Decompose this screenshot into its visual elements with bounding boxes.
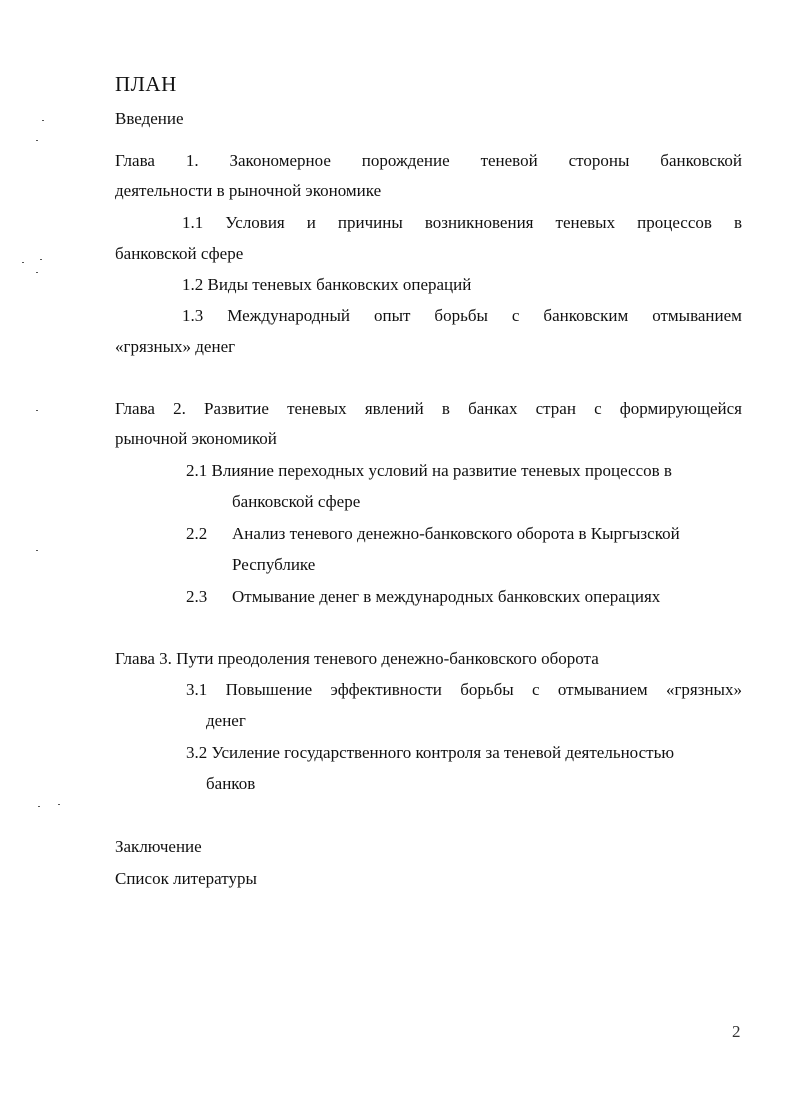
scan-speck bbox=[22, 262, 24, 263]
word: процессов bbox=[637, 213, 712, 232]
word: Закономерное bbox=[229, 151, 331, 170]
scan-speck bbox=[36, 140, 38, 141]
section-title: Отмывание денег в международных банковских операциях bbox=[232, 587, 661, 606]
word: в bbox=[733, 213, 742, 232]
toc-section-3-2-line1: 3.2 Усиление государственного контроля за теневой деятельностью bbox=[186, 743, 675, 762]
toc-section-1-3-line2: «грязных» денег bbox=[115, 337, 236, 356]
word: банковской bbox=[660, 151, 742, 170]
word: с bbox=[594, 399, 602, 418]
word: эффективности bbox=[330, 680, 442, 699]
page-title: ПЛАН bbox=[115, 72, 177, 96]
word: 1.1 bbox=[182, 213, 204, 232]
toc-section-2-1-line2: банковской сфере bbox=[232, 492, 361, 511]
word: причины bbox=[337, 213, 403, 232]
word: отмыванием bbox=[557, 680, 648, 699]
word: Повышение bbox=[225, 680, 313, 699]
word: 1.3 bbox=[182, 306, 204, 325]
word: опыт bbox=[373, 306, 411, 325]
word: банках bbox=[468, 399, 518, 418]
toc-section-3-2-line2: банков bbox=[206, 774, 256, 793]
toc-chapter-3: Глава 3. Пути преодоления теневого денежно-банковского оборота bbox=[115, 649, 599, 668]
word: и bbox=[306, 213, 316, 232]
word: теневых bbox=[555, 213, 616, 232]
toc-section-1-3-line1 bbox=[182, 305, 742, 327]
toc-introduction: Введение bbox=[115, 109, 184, 128]
toc-section-2-1-line1: 2.1 Влияние переходных условий на развитие теневых процессов в bbox=[186, 461, 672, 480]
word: Условия bbox=[225, 213, 285, 232]
word: борьбы bbox=[460, 680, 514, 699]
word: стран bbox=[535, 399, 576, 418]
scan-speck bbox=[36, 272, 38, 273]
scan-speck bbox=[38, 806, 40, 807]
section-title: Анализ теневого денежно-банковского оборота в Кыргызской bbox=[232, 524, 680, 543]
word: теневой bbox=[480, 151, 538, 170]
toc-conclusion: Заключение bbox=[115, 837, 202, 856]
word: Международный bbox=[227, 306, 350, 325]
scan-speck bbox=[40, 259, 42, 260]
toc-references: Список литературы bbox=[115, 869, 257, 888]
word: 2. bbox=[173, 399, 186, 418]
scan-speck bbox=[36, 550, 38, 551]
toc-section-1-1-line1 bbox=[182, 212, 742, 234]
word: возникновения bbox=[424, 213, 534, 232]
word: Развитие bbox=[204, 399, 269, 418]
toc-section-3-1-line2: денег bbox=[206, 711, 246, 730]
word: явлений bbox=[364, 399, 424, 418]
toc-chapter-2-line2: рыночной экономикой bbox=[115, 429, 277, 448]
toc-section-3-1-line1 bbox=[186, 679, 742, 701]
page-number: 2 bbox=[732, 1022, 741, 1041]
word: порождение bbox=[361, 151, 450, 170]
section-number: 2.2 bbox=[186, 524, 208, 543]
toc-chapter-1-line1 bbox=[115, 150, 742, 172]
word: Глава bbox=[115, 151, 155, 170]
word: борьбы bbox=[434, 306, 488, 325]
word: отмыванием bbox=[652, 306, 742, 325]
word: формирующейся bbox=[619, 399, 742, 418]
toc-section-1-2: 1.2 Виды теневых банковских операций bbox=[182, 275, 472, 294]
word: 1. bbox=[185, 151, 199, 170]
toc-section-2-3 bbox=[186, 586, 660, 608]
word: Глава bbox=[115, 399, 155, 418]
word: стороны bbox=[568, 151, 630, 170]
word: банковским bbox=[543, 306, 629, 325]
toc-chapter-2-line1 bbox=[115, 398, 742, 420]
word: 3.1 bbox=[186, 680, 208, 699]
word: теневых bbox=[287, 399, 347, 418]
section-number: 2.3 bbox=[186, 587, 208, 606]
word: с bbox=[511, 306, 520, 325]
toc-section-1-1-line2: банковской сфере bbox=[115, 244, 244, 263]
toc-section-2-2-line1 bbox=[186, 523, 680, 545]
toc-chapter-1-line2: деятельности в рыночной экономике bbox=[115, 181, 382, 200]
scan-speck bbox=[42, 120, 44, 121]
word: «грязных» bbox=[665, 680, 742, 699]
word: в bbox=[441, 399, 450, 418]
scan-speck bbox=[58, 804, 60, 805]
scan-speck bbox=[36, 410, 38, 411]
word: с bbox=[532, 680, 540, 699]
toc-section-2-2-line2: Республике bbox=[232, 555, 316, 574]
